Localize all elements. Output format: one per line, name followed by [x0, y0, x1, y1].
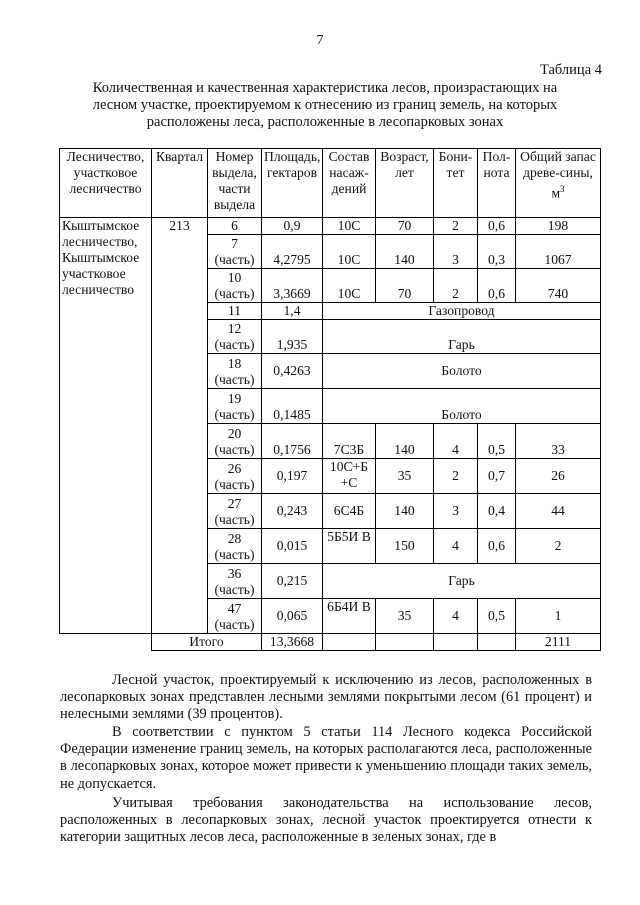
composition-cell: 5Б5И В: [323, 529, 376, 564]
land-note-cell: Болото: [323, 389, 601, 424]
parcel-cell: 18 (часть): [208, 354, 262, 389]
parcel-cell: 7 (часть): [208, 235, 262, 269]
age-cell: 70: [376, 218, 434, 235]
volume-cell: 26: [516, 459, 601, 494]
page-number: 7: [316, 33, 324, 48]
area-cell: 0,9: [262, 218, 323, 235]
total-row: [60, 634, 601, 651]
age-cell: 140: [376, 235, 434, 269]
area-cell: 1,935: [262, 320, 323, 354]
header-quarter: Квартал: [152, 149, 208, 218]
paragraph-land-composition: Лесной участок, проектируемый к исключению из лесов, расположенных в лесопарковых зонах представлен лесными землями покрытыми лесом (61 процент) и нелесными землями (39 процентов).: [60, 672, 592, 723]
density-cell: 0,6: [478, 269, 516, 303]
parcel-cell: 20 (часть): [208, 424, 262, 459]
density-cell: 0,5: [478, 424, 516, 459]
header-bonitet: Бони-тет: [434, 149, 478, 218]
volume-cell: 1: [516, 599, 601, 634]
area-cell: 4,2795: [262, 235, 323, 269]
header-density: Пол-нота: [478, 149, 516, 218]
composition-cell: 10С: [323, 269, 376, 303]
parcel-cell: 28 (часть): [208, 529, 262, 564]
total-label: Итого: [152, 634, 262, 651]
bonitet-cell: 4: [434, 424, 478, 459]
composition-cell: 6Б4И В: [323, 599, 376, 634]
header-composition: Состав насаж-дений: [323, 149, 376, 218]
parcel-cell: 19 (часть): [208, 389, 262, 424]
header-parcel: Номер выдела, части выдела: [208, 149, 262, 218]
composition-cell: 10С: [323, 235, 376, 269]
volume-cell: 44: [516, 494, 601, 529]
parcel-cell: 36 (часть): [208, 564, 262, 599]
bonitet-cell: 3: [434, 235, 478, 269]
table-title: Количественная и качественная характеристика лесов, произрастающих на лесном участке, проектируемом к отнесению из границ земель, на которых расположены леса, расположенные в лесопарковых зонах: [92, 80, 558, 130]
header-volume: Общий запас древе-сины, $м^3$: [516, 149, 601, 218]
total-volume: 2111: [516, 634, 601, 651]
volume-cell: 1067: [516, 235, 601, 269]
paragraph-category-proposal: Учитывая требования законодательства на использование лесов, расположенных в лесопарковых зонах, лесной участок проектируется отнести к категории защитных лесов леса, расположенные в зеленых зонах, где в: [60, 795, 592, 846]
density-cell: 0,6: [478, 529, 516, 564]
density-cell: 0,4: [478, 494, 516, 529]
composition-cell: 10С+Б +С: [323, 459, 376, 494]
land-note-cell: Гарь: [323, 564, 601, 599]
parcel-cell: 6: [208, 218, 262, 235]
parcel-cell: 47 (часть): [208, 599, 262, 634]
age-cell: 70: [376, 269, 434, 303]
bonitet-cell: 4: [434, 599, 478, 634]
density-cell: 0,3: [478, 235, 516, 269]
age-cell: 140: [376, 494, 434, 529]
bonitet-cell: 2: [434, 269, 478, 303]
header-row: [60, 149, 601, 218]
area-cell: 0,065: [262, 599, 323, 634]
composition-cell: 6С4Б: [323, 494, 376, 529]
table-caption: Таблица 4: [539, 62, 602, 78]
header-forestry: Лесничество, участковое лесничество: [60, 149, 152, 218]
header-area: Площадь, гектаров: [262, 149, 323, 218]
paragraph-legal-restriction: В соответствии с пунктом 5 статьи 114 Лесного кодекса Российской Федерации изменение границ земель, на которых располагаются леса, расположенные в лесопарковых зонах, которое может привести к уменьшению площади таких земель, не допускается.: [60, 724, 592, 792]
land-note-cell: Гарь: [323, 320, 601, 354]
age-cell: 35: [376, 599, 434, 634]
bonitet-cell: 4: [434, 529, 478, 564]
volume-cell: 740: [516, 269, 601, 303]
quarter-cell: 213: [152, 218, 208, 634]
area-cell: 0,4263: [262, 354, 323, 389]
density-cell: 0,6: [478, 218, 516, 235]
forestry-name-cell: Кыштымское лесничество, Кыштымское участковое лесничество: [60, 218, 152, 634]
area-cell: 0,243: [262, 494, 323, 529]
area-cell: 0,1756: [262, 424, 323, 459]
bonitet-cell: 3: [434, 494, 478, 529]
area-cell: 3,3669: [262, 269, 323, 303]
area-cell: 0,015: [262, 529, 323, 564]
area-cell: 1,4: [262, 303, 323, 320]
parcel-cell: 10 (часть): [208, 269, 262, 303]
land-note-cell: Болото: [323, 354, 601, 389]
area-cell: 0,215: [262, 564, 323, 599]
forest-table: [59, 148, 601, 651]
volume-cell: 198: [516, 218, 601, 235]
total-area: 13,3668: [262, 634, 323, 651]
area-cell: 0,1485: [262, 389, 323, 424]
age-cell: 140: [376, 424, 434, 459]
land-note-cell: Газопровод: [323, 303, 601, 320]
volume-cell: 2: [516, 529, 601, 564]
bonitet-cell: 2: [434, 459, 478, 494]
composition-cell: 10С: [323, 218, 376, 235]
bonitet-cell: 2: [434, 218, 478, 235]
volume-cell: 33: [516, 424, 601, 459]
table-row: [60, 218, 601, 235]
parcel-cell: 26 (часть): [208, 459, 262, 494]
parcel-cell: 11: [208, 303, 262, 320]
parcel-cell: 12 (часть): [208, 320, 262, 354]
age-cell: 150: [376, 529, 434, 564]
area-cell: 0,197: [262, 459, 323, 494]
parcel-cell: 27 (часть): [208, 494, 262, 529]
composition-cell: 7С3Б: [323, 424, 376, 459]
age-cell: 35: [376, 459, 434, 494]
header-age: Возраст, лет: [376, 149, 434, 218]
density-cell: 0,5: [478, 599, 516, 634]
density-cell: 0,7: [478, 459, 516, 494]
